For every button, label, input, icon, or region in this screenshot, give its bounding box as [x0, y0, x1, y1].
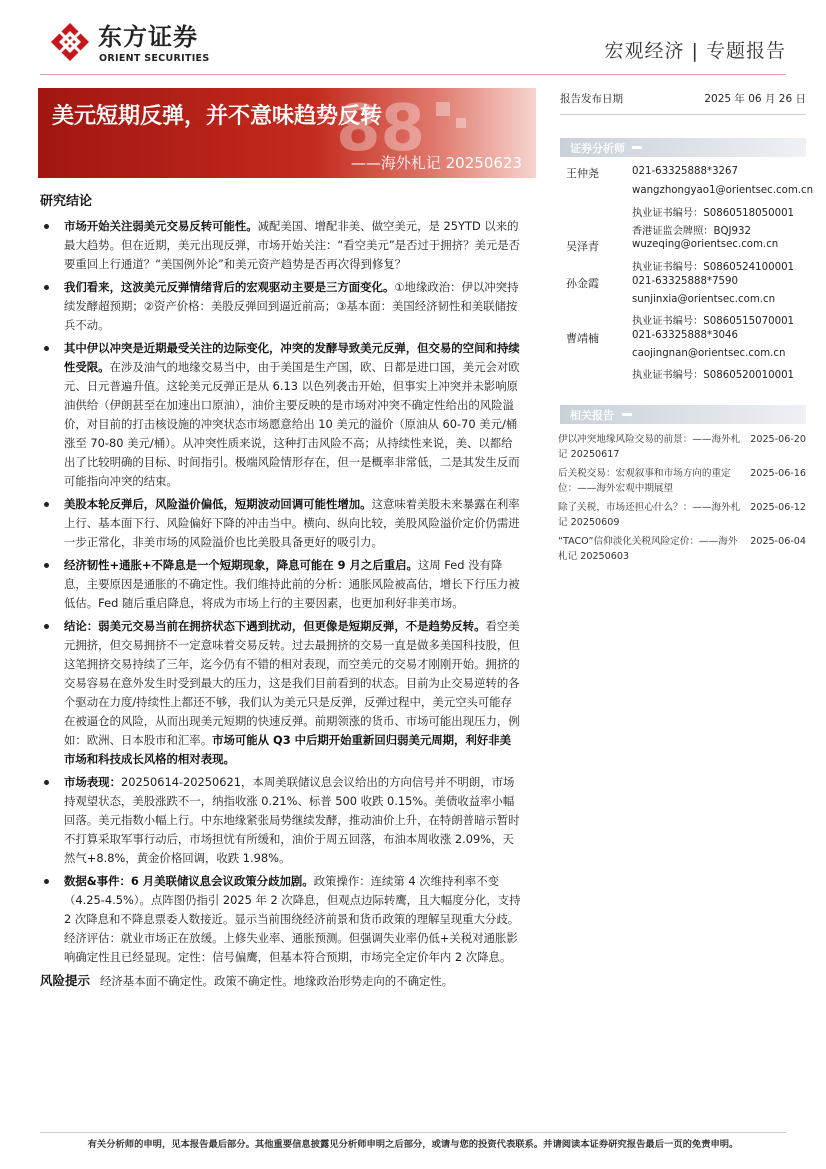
- related-report-date: 2025-06-04: [750, 536, 806, 547]
- conclusion-paragraph: [40, 278, 522, 335]
- bullet-icon: [44, 224, 49, 229]
- publish-date-label: 报告发布日期: [560, 93, 623, 105]
- bullet-icon: [44, 879, 49, 884]
- brand-logo: [50, 22, 220, 66]
- related-report-item[interactable]: [558, 534, 806, 568]
- analyst-phone: 021-63325888*3267: [632, 166, 738, 177]
- related-report-title[interactable]: 伊以冲突地缘风险交易的前景：——海外札记 20250617: [558, 434, 741, 460]
- bullet-icon: [44, 502, 49, 507]
- risk-warning: [40, 971, 522, 991]
- header-dash-icon: [632, 146, 642, 149]
- paragraph-tail: 市场可能从 Q3 中后期开始重新回归弱美元周期，利好非美市场和科技成长风格的相对表现。: [64, 733, 512, 766]
- orient-logo-icon: [50, 22, 90, 62]
- analyst-email[interactable]: wuzeqing@orientsec.com.cn: [632, 239, 779, 250]
- analyst-phone: 021-63325888*7590: [632, 276, 738, 287]
- svg-text:88: 88: [336, 92, 426, 166]
- footer-divider: [40, 1132, 786, 1133]
- analyst-email[interactable]: sunjinxia@orientsec.com.cn: [632, 294, 776, 305]
- logo-text-en: ORIENT SECURITIES: [99, 53, 210, 64]
- paragraph-lead: 其中伊以冲突是近期最受关注的边际变化，冲突的发酵导致美元反弹，但交易的空间和持续性受限。: [64, 341, 520, 374]
- related-reports-list: [558, 432, 806, 568]
- report-subtitle: ——海外札记 20250623: [350, 154, 522, 172]
- risk-label: 风险提示: [40, 973, 91, 988]
- analysts-header: [560, 138, 806, 157]
- related-report-title[interactable]: “TACO”信仰淡化关税风险定价：——海外札记 20250603: [558, 536, 738, 562]
- related-report-item[interactable]: [558, 432, 806, 466]
- risk-text: 经济基本面不确定性。政策不确定性。地缘政治形势走向的不确定性。: [100, 974, 454, 988]
- title-banner: [38, 88, 536, 178]
- bullet-icon: [44, 346, 49, 351]
- main-content: [40, 192, 522, 991]
- analysts-title: 证券分析师: [570, 142, 625, 155]
- analyst-cert: 执业证书编号：S0860520010001: [632, 370, 795, 381]
- paragraph-lead: 我们看来，这波美元反弹情绪背后的宏观驱动主要是三方面变化。: [64, 280, 395, 294]
- analyst-hk-license: 香港证监会牌照：BQJ932: [632, 226, 751, 237]
- logo-text-cn: 东方证券: [98, 23, 198, 51]
- paragraph-text: 在涉及油气的地缘交易当中，由于美国是生产国，欧、日都是进口国，美元会对欧元、日元普遍升值。这轮美元反弹正是从 6.13 以色列袭击开始，但事实上冲突并未影响原油供给（伊朗甚至在加速出口原油），油价主要反映的是市场对冲突不确定性给出的风险溢价，对目前的打击核设施的冲突状态市场愿意给出 10 美元的溢价（原油从 60-70 美元/桶涨至 70-80 美元/桶）。从冲突性质来说，这种打击风险不高；从持续性来说，美、以都给出了比较明确的目标、时间指引。极端风险情形存在，但一是概率非常低，二是其发生反而可能指向冲突的结束。: [64, 360, 520, 488]
- section-title: 研究结论: [40, 194, 93, 209]
- analyst-cert: 执业证书编号：S0860515070001: [632, 316, 795, 327]
- analyst-phone: 021-63325888*3046: [632, 330, 738, 341]
- related-report-title[interactable]: 后关税交易：宏观叙事和市场方向的重定位：——海外宏观中期展望: [558, 468, 731, 494]
- paragraph-text: 看空美元拥挤，但交易拥挤不一定意味着交易反转。过去最拥挤的交易一直是做多美国科技股，但这笔拥挤交易持续了三年，迄今仍有不错的相对表现，而空美元的交易才刚刚开始。拥挤的交易容易在意外发生时受到最大的压力，这是我们目前看到的状态。目前为止交易逆转的各个驱动在力度/持续性上都还不够，我们认为美元只是反弹，反弹过程中，美元空头可能存在被逼仓的风险，从而出现美元短期的快速反弹。前期领涨的货币、市场可能出现压力，例如：欧洲、日本股市和汇率。: [64, 619, 520, 747]
- analyst-cert: 执业证书编号：S0860524100001: [632, 262, 795, 273]
- related-report-date: 2025-06-20: [750, 434, 806, 445]
- analyst-name: 吴泽青: [566, 240, 599, 253]
- publish-date-value: 2025 年 06 月 26 日: [704, 93, 806, 105]
- related-report-item[interactable]: [558, 466, 806, 500]
- analyst-email[interactable]: wangzhongyao1@orientsec.com.cn: [632, 185, 814, 196]
- bullet-icon: [44, 285, 49, 290]
- paragraph-lead: 市场开始关注弱美元交易反转可能性。: [64, 219, 258, 233]
- analyst-name: 孙金霞: [566, 277, 599, 290]
- paragraph-text: 减配美国、增配非美、做空美元，是 25YTD 以来的最大趋势。但在近期，美元出现反弹，市场开始关注：“看空美元”是否过于拥挤？美元是否要重回上行通道？“美国例外论”和美元资产趋势是否再次得到修复？: [64, 219, 521, 271]
- related-report-date: 2025-06-12: [750, 502, 806, 513]
- analyst-cert: 执业证书编号：S0860518050001: [632, 208, 795, 219]
- date-divider: [560, 114, 806, 115]
- data-events-paragraph: [40, 872, 522, 967]
- bullet-icon: [44, 563, 49, 568]
- paragraph-lead: 市场表现：: [64, 775, 121, 789]
- conclusion-paragraph: [40, 556, 522, 613]
- paragraph-text: ①地缘政治：伊以冲突持续发酵超预期；②资产价格：美股反弹回到逼近前高；③基本面：美国经济韧性和美联储按兵不动。: [64, 280, 519, 332]
- footer-disclaimer: 有关分析师的申明，见本报告最后部分。其他重要信息披露见分析师申明之后部分，或请与您的投资代表联系。并请阅读本证券研究报告最后一页的免责申明。: [87, 1139, 739, 1150]
- paragraph-text: 政策操作：连续第 4 次维持利率不变（4.25-4.5%）。点阵图仍指引 2025 年 2 次降息，但观点边际转鹰，且大幅度分化，支持 2 次降息和不降息票委人数接近。显示当前围绕经济前景和货币政策的理解呈现重大分歧。经济评估：就业市场正在放缓。上修失业率、通胀预测。但强调失业率仍低+关税对通胀影响确定性且已经显现。定性：信号偏鹰，但基本符合预期，市场完全定价年内 2 次降息。: [64, 874, 521, 964]
- conclusion-paragraph: [40, 339, 522, 491]
- analyst-name: 曹靖楠: [566, 332, 599, 345]
- related-report-title[interactable]: 除了关税，市场还担心什么？：——海外札记 20250609: [558, 502, 741, 528]
- bullet-icon: [44, 624, 49, 629]
- analyst-name: 王仲尧: [566, 167, 599, 180]
- report-title: 美元短期反弹，并不意味趋势反转: [52, 104, 383, 129]
- paragraph-lead: 数据&事件：6 月美联储议息会议政策分歧加剧。: [64, 874, 314, 888]
- paragraph-text: 这意味着美股未来暴露在利率上行、基本面下行、风险偏好下降的冲击当中。横向、纵向比较，美股风险溢价定价仍需进一步正常化，非美市场的风险溢价也比美股具备更好的吸引力。: [64, 497, 520, 549]
- related-reports-header: [560, 405, 806, 424]
- market-performance-paragraph: [40, 773, 522, 868]
- related-reports-title: 相关报告: [570, 409, 614, 422]
- paragraph-lead: 结论：弱美元交易当前在拥挤状态下遇到扰动，但更像是短期反弹，不是趋势反转。: [64, 619, 486, 633]
- report-type: 宏观经济 | 专题报告: [604, 40, 786, 62]
- analyst-email[interactable]: caojingnan@orientsec.com.cn: [632, 348, 786, 359]
- related-report-item[interactable]: [558, 500, 806, 534]
- paragraph-text: 这周 Fed 没有降息，主要原因是通胀的不确定性。我们维持此前的分析：通胀风险被高估，增长下行压力被低估。Fed 随后重启降息，将成为市场上行的主要因素，也更加利好非美市场。: [64, 558, 520, 610]
- conclusion-paragraph: [40, 217, 522, 274]
- bullet-icon: [44, 780, 49, 785]
- header-dash-icon: [622, 413, 632, 416]
- conclusion-paragraph: [40, 617, 522, 769]
- header-divider: [40, 74, 786, 75]
- related-report-date: 2025-06-16: [750, 468, 806, 479]
- conclusion-paragraph: [40, 495, 522, 552]
- paragraph-lead: 经济韧性+通胀+不降息是一个短期现象，降息可能在 9 月之后重启。: [64, 558, 418, 572]
- paragraph-text: 20250614-20250621，本周美联储议息会议给出的方向信号并不明朗，市场持观望状态，美股涨跌不一，纳指收涨 0.21%、标普 500 收跌 0.15%。美债收益率小幅回落。美元指数小幅上行。中东地缘紧张局势继续发酵，推动油价上升，在特朗普暗示暂时不打算采取军事行动后，市场担忧有所缓和，油价于周五回落，布油本周收涨 2.09%，天然气+8.8%，黄金价格回调，收跌 1.98%。: [64, 775, 520, 865]
- paragraph-lead: 美股本轮反弹后，风险溢价偏低，短期波动回调可能性增加。: [64, 497, 372, 511]
- publish-date-row: [560, 91, 806, 107]
